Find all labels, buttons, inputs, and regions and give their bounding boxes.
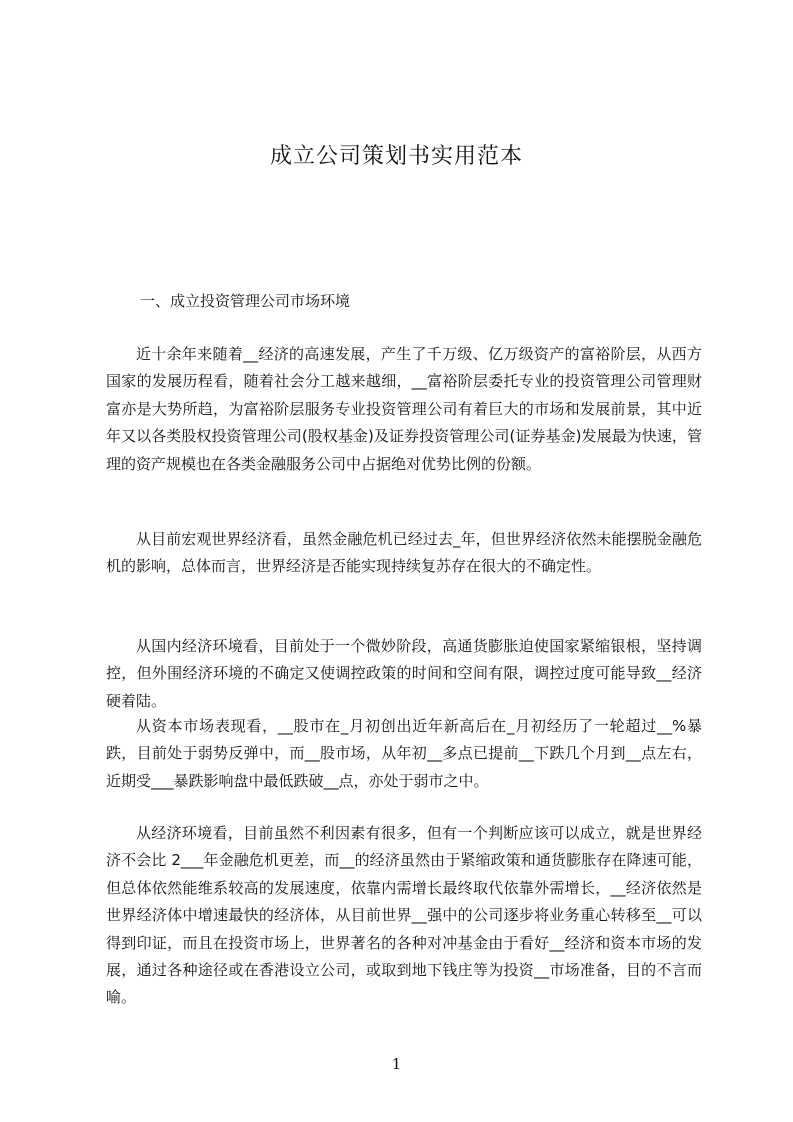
paragraph-economic-outlook: 从经济环境看，目前虽然不利因素有很多，但有一个判断应该可以成立，就是世界经济不会比 2___年金融危机更差，而__的经济虽然由于紧缩政策和通货膨胀存在降速可能，但总体依然能维系较高的发展速度，依靠内需增长最终取代依靠外需增长，__经济依然是世界经济体中增速最快的经济体，从目前世界__强中的公司逐步将业务重心转移至__可以得到印证，而且在投资市场上，世界著名的各种对冲基金由于看好__经济和资本市场的发展，通过各种途径或在香港设立公司，或取到地下钱庄等为投资__市场准备，目的不言而喻。 bbox=[106, 824, 702, 1007]
paragraph-capital-market: 从资本市场表现看，__股市在_月初创出近年新高后在_月初经历了一轮超过__%暴跌，目前处于弱势反弹中，而__股市场，从年初__多点已提前__下跌几个月到__点左右，近期受___暴跌影响盘中最低跌破__点，亦处于弱市之中。 bbox=[106, 717, 702, 790]
paragraph-market-overview: 近十余年来随着__经济的高速发展，产生了千万级、亿万级资产的富裕阶层，从西方国家的发展历程看，随着社会分工越来越细，__富裕阶层委托专业的投资管理公司管理财富亦是大势所趋，为富裕阶层服务专业投资管理公司有着巨大的市场和发展前景，其中近年又以各类股权投资管理公司(股权基金)及证券投资管理公司(证券基金)发展最为快速，管理的资产规模也在各类金融服务公司中占据绝对优势比例的份额。 bbox=[106, 345, 702, 473]
paragraph-macro-economy: 从目前宏观世界经济看，虽然金融危机已经过去_年，但世界经济依然未能摆脱金融危机的影响，总体而言，世界经济是否能实现持续复苏存在很大的不确定性。 bbox=[106, 530, 702, 576]
page-number: 1 bbox=[391, 1055, 402, 1073]
paragraph-domestic-economy: 从国内经济环境看，目前处于一个微妙阶段，高通货膨胀迫使国家紧缩银根，坚持调控，但外围经济环境的不确定又使调控政策的时间和空间有限，调控过度可能导致__经济硬着陆。 bbox=[106, 637, 702, 710]
document-title: 成立公司策划书实用范本 bbox=[269, 144, 523, 169]
section-heading: 一、成立投资管理公司市场环境 bbox=[140, 292, 351, 310]
